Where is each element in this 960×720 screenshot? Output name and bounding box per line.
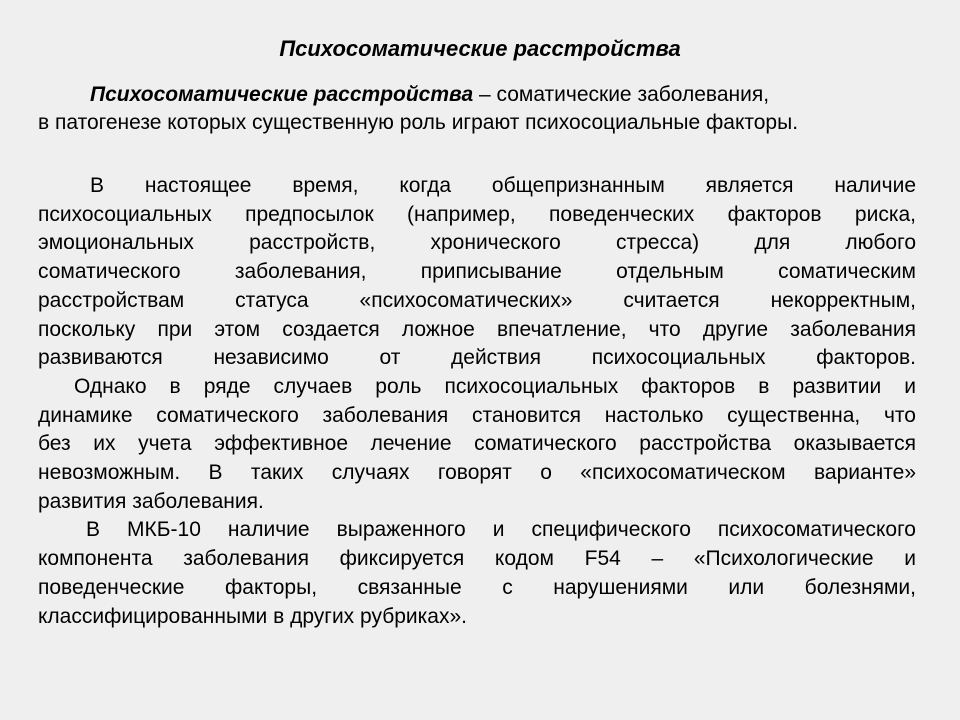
paragraph-1-line: развиваются независимо от действия психосоциальных факторов. — [38, 346, 916, 370]
definition-paragraph — [38, 81, 922, 137]
slide-title: Психосоматические расстройства — [279, 36, 681, 61]
paragraph-3-line: поведенческие факторы, связанные с нарушениями или болезнями, — [38, 575, 916, 599]
paragraph-1-line: В настоящее время, когда общепризнанным является наличие — [90, 174, 916, 197]
definition-term: Психосоматические расстройства — [90, 83, 474, 106]
paragraph-1-line: соматического заболевания, приписывание отдельным соматическим — [38, 260, 916, 284]
paragraph-2-line: невозможным. В таких случаях говорят о «психосоматическом варианте» — [38, 461, 916, 485]
definition-line-2: в патогенезе которых существенную роль играют психосоциальные факторы. — [38, 111, 799, 134]
body-text — [38, 172, 916, 631]
paragraph-2-line: динамике соматического заболевания становится настолько существенна, что — [38, 403, 916, 427]
paragraph-2-line: без их учета эффективное лечение соматического расстройства оказывается — [38, 432, 916, 456]
paragraph-1-line: расстройствам статуса «психосоматических» считается некорректным, — [38, 288, 916, 312]
paragraph-3-line: классифицированными в других рубриках». — [38, 604, 467, 628]
paragraph-1-line: поскольку при этом создается ложное впечатление, что другие заболевания — [38, 317, 916, 341]
paragraph-2-line: развития заболевания. — [38, 489, 264, 513]
paragraph-3-line: компонента заболевания фиксируется кодом F54 – «Психологические и — [38, 547, 916, 571]
paragraph-1-line: эмоциональных расстройств, хронического стресса) для любого — [38, 231, 916, 255]
definition-line-1 — [38, 81, 922, 109]
paragraph-3-line: В МКБ-10 наличие выраженного и специфического психосоматического — [86, 518, 916, 542]
paragraph-2-line: Однако в ряде случаев роль психосоциальных факторов в развитии и — [74, 374, 916, 398]
definition-line-1-rest: – соматические заболевания, — [473, 83, 770, 106]
paragraph-1-line: психосоциальных предпосылок (например, поведенческих факторов риска, — [38, 202, 916, 226]
